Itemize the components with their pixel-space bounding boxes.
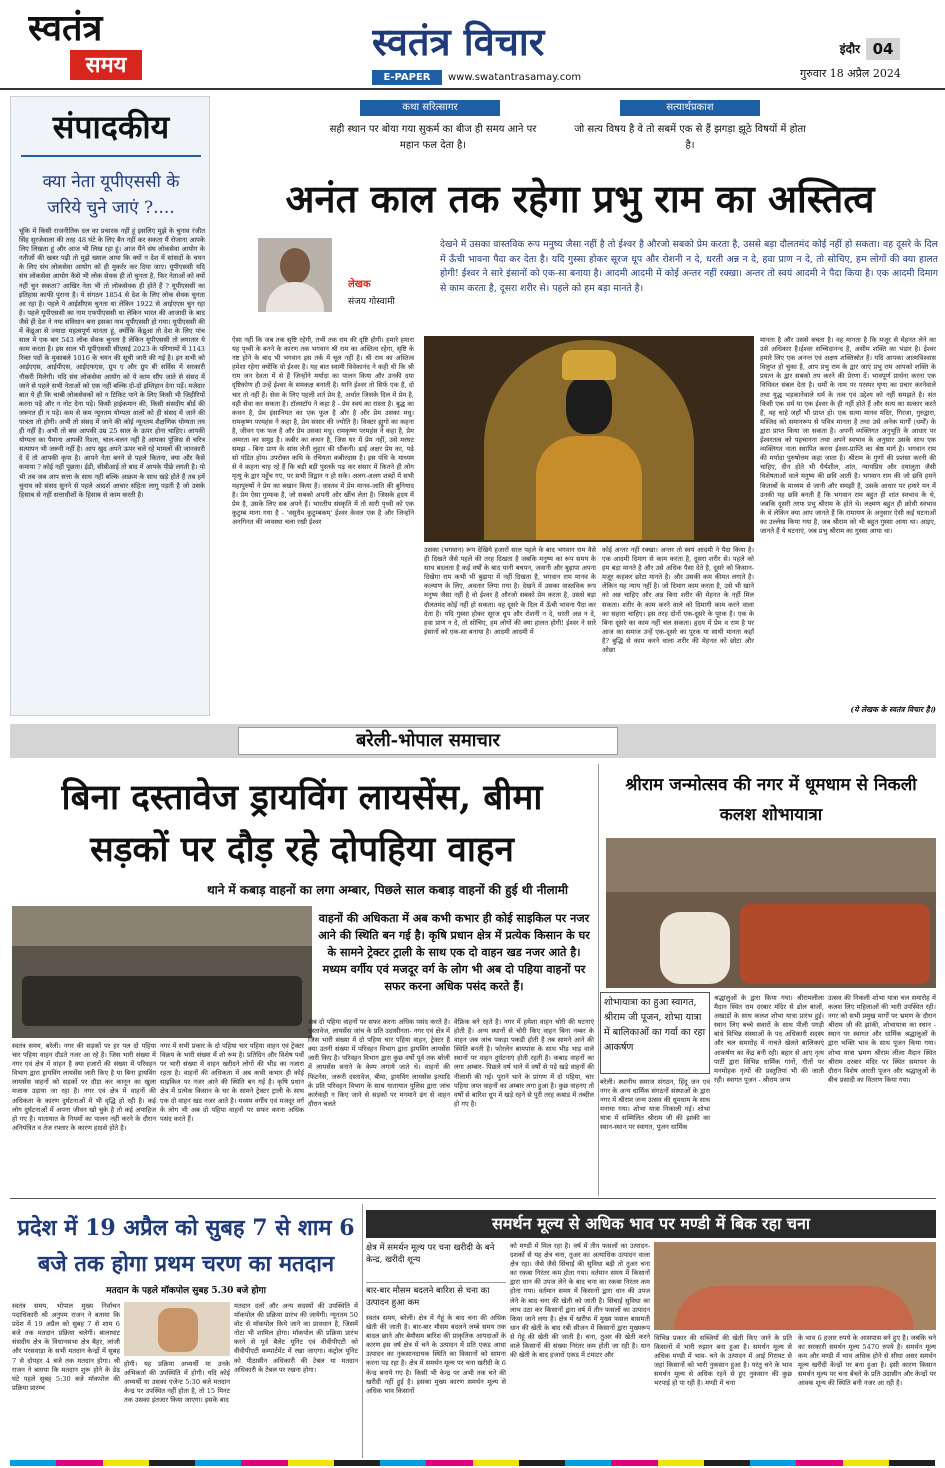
- procession-caption: शोभायात्रा का हुआ स्वागत, श्रीराम जी पूजन, शोभा यात्रा में बालिकाओं का गर्वा का रहा आकर्षण: [604, 997, 706, 1053]
- photo-crown: [562, 350, 616, 380]
- author-photo: [258, 238, 332, 312]
- photo-hand: [158, 1308, 198, 1352]
- voting-divider: [362, 1204, 363, 1458]
- mandi-headline-band: [366, 1210, 936, 1238]
- lead-col-3: कोई अन्तर नहीं रक्खा। अन्तर तो स्वयं आदमी ने पैदा किया है। एक आदमी दिमाग से काम करता है, दूसरा शरीर से। पहले को हम बड़ा मानते है और उसे अधिक पैसा देते है, दूसरे को किसान-मजूर कहकर छोटा मानते है। और उसकी कम कीमत लगाते है। लेकिन यह न्याय नहीं है। जो दिमाग काम करता है, उसे भी खाने को अन्न चाहिए और अन्न बिना शरीर की मेहनत के नहीं मिल सकता। शरीर के काम करने वाले को दिमागी काम करने वाला का सहारा चाहिए। इस तरह दोनों एक-दूसरे के पूरक है। एक के बिना दूसरे का काम नहीं चल सकता। हृदय में प्रेम व राम है पर आज का समाज उन्हें एक-दूसरे का पूरक या साथी मानता कहाँ है? बुद्धि से काम करने वाला शरीर की मेहनत को छोटा और ओछा: [602, 546, 754, 655]
- section-band-title: बरेली-भोपाल समाचार: [238, 727, 618, 755]
- lead-sign-off: (ये लेखक के स्वतंत्र विचार है।): [850, 705, 936, 714]
- logo: [28, 6, 158, 84]
- mandi-photo: [654, 1242, 936, 1330]
- registration-marks: [10, 1460, 935, 1466]
- editorial-title: क्या नेता यूपीएससी के जरिये चुने जाएं ?....: [42, 172, 180, 218]
- procession-headline: श्रीराम जन्मोत्सव की नगर में धूमधाम से निकली कलश शोभायात्रा: [625, 775, 917, 825]
- lower-divider: [10, 1198, 936, 1199]
- photo-grain-pile: [674, 1286, 914, 1330]
- city-label: इंदौर: [839, 42, 860, 56]
- quote-text-2: जो सत्य विषय है वे तो सबमें एक से हैं झगड़ा झूठे विषयों में होता है।: [574, 124, 806, 151]
- quote-label-2: सत्यार्थप्रकाश: [620, 100, 760, 116]
- quote-label-1: कथा सरित्सागर: [360, 100, 500, 116]
- license-col-2: नगर में सभी प्रकार के दो पहिया चार पहिया वाहन एवं ट्रेक्टर विक्रय के भारी संख्या में शो रूम है। प्रतिदिन और विशेष पर्वों पर भारी संख्या में वाहन खरीदने लोगों की भीड का नजारा रहता है। वाहनों की अधिकता में अब कभी कभार ही कोई साइकिल पर नजर आने की स्थिति बन गई है। कृषि प्रधान क्षेत्र में प्रत्येक किसान के घर के सामने ट्रेक्टर ट्राली के साथ एक दो वाहन खड नजर आते है। मध्यम वर्गीय एवं मजदूर वर्ग के लोग भी अब दो पहिया वाहनों पर सफर करना अधिक पसंद करते हैं।: [160, 1042, 304, 1123]
- license-subhead: थाने में कबाड़ वाहनों का लगा अम्बार, पिछले साल कबाड़ वाहनों की हुई थी नीलामी: [206, 883, 568, 897]
- voting-headline-2: बजे तक होगा प्रथम चरण का मतदान: [37, 1251, 335, 1277]
- license-col-1: स्वतंत्र समय, बरेली। नगर की सड़कों पर हर पल दो पहिया चार पहिया वाहन दौडते नजर आ रहे है। जिस भारी संख्या में नगर एवं क्षेत्र में वाहन है क्या हजारों की संख्या में परिवहन विभाग द्वारा ड्रायविंग लायसेंस जारी किए है या बिना ड्रायविंग लायसेंस वाहनों को सड़कों पर दौड़ा कर कानून का खुला मजाक उड़ाया जा रहा है। नगर एवं क्षेत्र में वाहनों की अधिकता के कारण दुर्घटनाओं में भी वृद्धि हो रही है। कई लोग दुर्घटनाओं में अपना जीवन खो चुके है तो कई अपाहिज हो गए है। यातायात के नियमों का पालन नहीं करने के दौरान अनियंत्रित व तेज रफ्तार के कारण हादसे होते है।: [12, 1042, 156, 1132]
- voting-col-3: मतदान दलों और अन्य सदस्यों की उपस्थिति में मॉकपोल की प्रक्रिया प्रारंभ की जायेगी। न्यूनतम 50 वोट से मॉकपोल किये जाने का प्रावधान है, जिसमें नोटा भी शामिल होगा। मॉकपोल की प्रक्रिया प्रारंभ करने से पूर्व बैलेट यूनिट एवं वीवीपीएटी को वीवीपीएटी कम्पार्टमेंट में रखा जाएगा। कंट्रोल यूनिट को पीठासीन अधिकारी की टेबल या मतदान अधिकारी के टेबल पर रखना होगा।: [234, 1302, 358, 1374]
- page-title: स्वतंत्र विचार: [372, 19, 545, 64]
- mandi-headline: समर्थन मूल्य से अधिक भाव पर मण्डी में बिक रहा चना: [492, 1214, 810, 1233]
- procession-col-2: श्रद्धालुओं के द्वारा किया गया। श्रीरामलीला मैदान स्थित राम दरबार मंदिर से ढोल बाजों, अखाडों के साथ कलश शोभा यात्रा प्रारंभ हुई। स्थान लिए बच्चे सवारों के साथ पीली पगड़ी बांधे विभिन्न संस्थाओं के पद अधिकारी सदस्य और चल समारोह में नाचते खेलते बालिकाएं आकर्षण का केंद्र बनी रही। बहार से आए नृत्य पार्टी द्वारा विभिन्न धार्मिक गानों, गीतों पर मनमोहक नृत्यों की प्रस्तुतियां भी की जाती रही। स्वागत पूजन - श्रीराम जन्म: [714, 994, 824, 1084]
- license-pull-quote: वाहनों की अधिकता में अब कभी कभार ही कोई साइकिल पर नजर आने की स्थिति बन गई है। कृषि प्रधान क्षेत्र में प्रत्येक किसान के घर के सामने ट्रेक्टर ट्राली के साथ एक दो वाहन खड नजर आते है। मध्यम वर्गीय एवं मजदूर वर्ग के लोग भी अब दो पहिया वाहनों पर सफर करना अधिक पसंद करते हैं।: [318, 911, 590, 993]
- website-link[interactable]: www.swatantrasamay.com: [448, 72, 582, 83]
- quote-text-1: सही स्थान पर बोया गया सुकर्म का बीज ही समय आने पर महान फल देता है।: [329, 124, 537, 151]
- issue-date: गुरुवार 18 अप्रैल 2024: [800, 67, 901, 80]
- voting-col-1: स्वतंत्र समय, भोपाल मुख्य निर्वाचन पदाधिकारी श्री अनुपम राजन ने बताया कि प्रदेश में 19 अप्रैल को सुबह 7 से शाम 6 बजे तक मतदान प्रक्रिया चलेगी। बालाघाट संसदीय क्षेत्र के विधानसभा क्षेत्र बैहर, लांजी और परसवाड़ा के सभी मतदान केन्द्रों में सुबह 7 से दोपहर 4 बजे तक मतदान होगा। श्री राजन ने बताया कि मतदान शुरू होने के डेढ़ घंटे पहले सुबह 5:30 बजे मॉकपोल की प्रक्रिया प्रारम्भ: [12, 1302, 120, 1392]
- photo-horse: [660, 912, 730, 984]
- mandi-pull-quote-b: बार-बार मौसम बदलने बारिश से चना का उत्पादन हुआ कम: [366, 1282, 506, 1310]
- lead-headline: अनंत काल तक रहेगा प्रभु राम का अस्तित्व: [285, 176, 875, 221]
- page-number-badge: 04: [866, 38, 900, 60]
- author-label: लेखक: [348, 279, 371, 290]
- editorial-heading: संपादकीय: [52, 108, 170, 146]
- photo-crowd: [740, 904, 930, 984]
- masthead: [0, 0, 945, 90]
- photo-bikes: [22, 976, 302, 1026]
- voting-subhead: मतदान के पहले मॉकपोल सुबह 5.30 बजे होगा: [106, 1286, 266, 1296]
- mandi-col-3: विभिन्न प्रकार की सब्जियों की खेती किए जाने के प्रति किसानों में भारी रुझान बना हुआ है। समर्थन मूल्य से अधिक मण्डी में भाव- चने के उत्पादन में आई गिरावट से जहां किसानों को भारी नुकसान हुआ है। परंतु चने के भाव समर्थन मूल्य से अधिक रहने से हुए नुकसान की कुछ भरपाई हो पा रही है। मण्डी में चना: [654, 1334, 792, 1388]
- scrap-vehicles-photo: [12, 906, 312, 1038]
- quote-box-1: [320, 100, 546, 160]
- epaper-badge: E-PAPER: [372, 70, 442, 85]
- license-col-4: वेफ्रिक बने रहते है। नगर में हमेशा वाहन चोरी की घटनाएं होती है। अन्य स्थानों से चोरी किए वाहन बिना नम्बर के वाहन जब जांच पकड़ा पकडी होती है तब सामने आने की स्थिति बनती है। फोरलेन बायपास के साथ भीड़ भाड़ वाले स्थानों पर वाहन दुर्घटनाएं होती रहती है। कबाड़ वाहनों का लगा अम्बार- पिछले वर्ष थाने में वर्षों से पड़े खड़े वाहनों की नीलामी की गई। पुराने थाने के प्रांगण में दो पहिया, चार पहिया जप्त वाहनों का अम्बार लगा हुआ है। कुछ वाहनए तो वर्षों से बारिश धूप में खड़े रहने से पूरी तरह कबाड में तब्दील हो गए है।: [454, 1018, 594, 1108]
- voting-col-2: होगी। यह प्रक्रिया अभ्यर्थी या उनके अभिकर्ता की उपस्थिति में होगी। यदि कोई अभ्यर्थी या उसका एजेन्ट 5:30 बजे मतदान केन्द्र पर उपस्थित नहीं होता है, तो 15 मिनट तक उसका इंतजार किया जाएगा। इसके बाद: [124, 1360, 230, 1405]
- procession-photo: [606, 838, 936, 988]
- story-divider: [598, 764, 599, 1196]
- photo-wall: [12, 906, 312, 946]
- logo-bottom: समय: [70, 50, 142, 80]
- license-col-3: अब दो पहिया वाहनों पर सफर करना अधिक पसंद करते है। दस्तावेज, लायसेंस जांच के प्रति उदासीनता- नगर एवं क्षेत्र में जिस भारी संख्या में दो पहिया चार पहिया वाहन, ट्रेक्टर है क्या उतनी संख्या में परिवहन विभाग द्वारा ड्रायविंग लायसेंस जारी किए है। परिवहन विभाग द्वारा कुछ वर्षो पूर्व तक बरेली में लायसेंस बनाने के केम्प लगाये जाते थे। वाहनों की फिटनेस, जरूरी दस्तावेज, बीमा, ड्रायविंग लायसेंस इत्यादि के प्रति परिवहन विभाग के साथ यातायात पुलिस द्वारा जांच कार्रवाही न किए जाने से सड़कों पर मनमाने ढंग से वाहन दौरान चलते: [308, 1018, 450, 1108]
- editorial-column: [10, 96, 210, 716]
- license-headline-2: सड़कों पर दौड़ रहे दोपहिया वाहन: [90, 829, 514, 870]
- procession-col-3: उत्सव की निकली शोभा यात्रा चल समारोह में कलश लिए महिलाओं की भारी उपस्थित रही। नगर को सभी प्रमुख मार्गों पर भ्रमण के दौरान श्रीराम जी की झांकी, शोभायात्रा का स्थान - स्थान पर स्वागत और धार्मिक श्रद्धालुओं के द्वारा भक्ति भाव के साथ पूजन किया गया। शोभा यात्रा भ्रमण श्रीराम लीला मैदान स्थित श्रीराम दरबार मंदिर पर स्थित समापन के दौरान विशेष आरती पूजन और श्रद्धालुओं के बीच प्रसादी का वितरण किया गया।: [828, 994, 936, 1084]
- section-band: [10, 724, 936, 758]
- logo-top: स्वतंत्र: [28, 7, 103, 49]
- voting-photo: [124, 1302, 230, 1356]
- procession-col-1: बरेली। स्थानीय समाज संगठन, हिंदू जन एवं नगर के अन्य धार्मिक संगठनों संस्थाओं के द्वारा नगर में श्रीराम जन्म उत्सव की धूमधाम के साथ मनाया गया। शोभा यात्रा निकाली गई। शोभा यात्रा में सम्मिलित श्रीराम जी की झांकी का स्थान-स्थान पर स्वागत, पूजन धार्मिक: [600, 1078, 710, 1132]
- editorial-divider: [21, 155, 201, 157]
- photo-garland: [536, 436, 642, 540]
- author-photo-shoulders: [266, 282, 324, 312]
- photo-shops: [606, 838, 936, 892]
- ram-lalla-photo: [424, 336, 754, 542]
- lead-col-1: ऐसा नहीं कि जब तक सृष्टि रहेगी, तभी तक राम की दृष्टि होगी। हमारे हमारा यह पृथ्वी के बनने के कारण तक भगवान श्री राम का अस्तित्व रहेगा, सृष्टि के नष्ट होने के बाद भी भगवान इस तर्क में चूल नहीं है। श्री राम का अस्तित्व हमेशा रहेगा क्योंकि वो ईश्वर है। यह बात स्वामी विवेकानंद ने कही थी कि श्री राम जन देवता में से हैं जिन्होंने मर्यादा का पालन किया और उनकी दया दृष्टिकोण ही उन्हें ईश्वर के समकक्ष बनाती है। यानि ईश्वर तो सिर्फ एक है, दो चार तो नहीं हैं। सेवा के लिए पहली शर्त प्रेम है, अर्थात जिसके दिल में प्रेम है, वही सेवा कर सकता है। टॉलस्टॉय ने कहा है - प्रेम स्वयं का रास्ता है। बुद्ध का कथन है, प्रेम इंसानियत का एक फूल है और है और प्रेम उसका मधु। रामकृष्ण परमहंस ने कहा है, प्रेम संसार की ज्योति है। विक्टर ह्यूगो का कहना है, जीवन एक फल है और प्रेम उसका मधु। रामकृष्ण परमहंस ने कहा है, प्रेम अमरता का समुद्र है। कबीर का कथन है, जिस घर में प्रेम नहीं, उसे मरघट समझ - बिना प्राण के सांस लेती लुहार की धौंकनी। ढाई अक्षर प्रेम का, पढ़े सो पंडित होय। उपरोक्त कथि के रचियता कबीरदास है। इस पंथि के माध्यम से ये कहना चाह रहे हैं कि बड़ी बड़ी पुस्तकें पढ़ कर संसार में कितने ही लोग मृत्यु के द्वार पहुँच गए, पर सभी विद्वान न हो सके। अलग-अलग शब्दों में सभी महापुरुषों ने प्रेम का बखान किया है। वास्तव में प्रेम मानव-जाति की बुनियाद है। प्रेम ऐसा गुम्फक है, जो सबको अपनी ओर खींच लेता है। जिसके हृदय में प्रेम है, उसके लिए सब अपने हैं। भारतीय संस्कृति में तो सारी पृथ्वी को एक कुटुम्ब माना गया है - 'वसुधैव कुटुम्बकम्' ईश्वर केवल एक है और जिन्होंने अनगिनत की व्यवस्था चला रखी ईश्वर: [232, 336, 414, 526]
- procession-caption-box: [600, 992, 710, 1074]
- author-name: संजय गोस्वामी: [348, 297, 395, 307]
- voting-headline-1: प्रदेश में 19 अप्रैल को सुबह 7 से शाम 6: [17, 1215, 355, 1241]
- quote-box-2: [574, 100, 806, 160]
- mandi-col-1: स्वतंत्र समय, बरेली। क्षेत्र में गेहूं के बाद चना की अधिक खेती की जाती है। बार-बार मौसम बदलने लम्बे समय तक बादल छाने और बेमौसम बारिश की प्राकृतिक आपदाओं के कारण इस वर्ष क्षेत्र में चने के उत्पादन में प्रति एकड़ आधा उत्पादन का नुकसानदायक स्थिति का किसानों को सामना करना पड़ रहा है। क्षेत्र में समर्थन मूल्य पर चना खरीदी के 6 केन्द्र बनाये गए है। किसी भी केन्द्र पर अभी तक चने की खरीदी नहीं हुई है। इसका मुख्य कारण समर्थन मूल्य से अधिक भाव किसानों: [366, 1314, 506, 1395]
- mandi-col-4: के भाव 6 हजार रुपये के आसपास बने हुए है। जबकि चने का सरकारी समर्थन मूल्य 5470 रुपये है। समर्थन मूल्य कम और मण्डी में भाव अधिक होने से सीधा असर समर्थन मूल्य खरीदी केन्द्रों पर बना हुआ है। इसी कारण किसान समर्थन मूल्य पर चना बेचने के प्रति उदासीन और केन्द्रों पर आवक शून्य की स्थिति बनी नजर आ रही है।: [798, 1334, 936, 1388]
- lead-col-2: उसका (भगवान) रूप देखिये हजारों साल पहले के बाद भगवान राम वैसे ही दिखते जैसे पहले की तरह दिखता है जबकि मनुष्य का रूप समय के साथ बदलता है कई वर्षों के बाद यानी बचपन, जवानी और बुढ़ापा अपना दिखेगा राम कभी भी बुढ़ापा में नहीं दिखता है, भगवान राम मानव के कल्याण के लिए, अवतार लिया गया है। देखने में उसका वास्तविक रूप मनुष्य जैसा नहीं है वो ईश्वर है औरजो सबको प्रेम करता है, उससे बड़ा दौलतमंद कोई नहीं हो सकता। वह दूसरे के दिल में ऊँची भावना पैदा कर देता है। यदि गुस्सा होकर सूरज धूप और रोशनी न दे, धरती अन्न न दे, हवा प्राण न दे, तो सोचिए, हम लोगों की क्या हालत होगी! ईश्वर ने सारे इंसानों को एक-सा बनाया है। आदमी आदमी में: [424, 546, 596, 636]
- mandi-col-2: को मण्डी में मिल रहा है। वर्ष में तीन फसलों का उत्पादन- दशकों से यह क्षेत्र चना, तुअर का अत्याधिक उत्पादन वाला क्षेत्र रहा। जैसे जैसे सिंचाई की सुविधा बढ़ी तो तुअर चना का रकबा निरंतर कम होता गया। वर्तमान समय में किसानों द्वारा धान की उपज लेने के बाद चना का रकबा निरंतर कम होता गया। वर्तमान समय में किसानों द्वारा धान की उपज लेने के बाद चना की खेती को जाती है। सिंचाई सुविधा का लाभ उठा कर किसानों द्वारा वर्ष में तीन फसलों का उत्पादन किया जाने लगा है। क्षेत्र में खरीफ में मुख्य फसल बासमती धान की खेती के बाद रबी सीजन में किसानों द्वारा मुख्यरूप से गेहूं की खेती की जाती है। चना, तुअर की खेती करने वाले किसानों की संख्या निरंतर कम होती जा रही है। धान की खेती के बाद हजारों एकड में टमाटर और: [510, 1242, 650, 1360]
- lead-intro: देखने में उसका वास्तविक रूप मनुष्य जैसा नहीं है तो ईश्वर है औरजो सबको प्रेम करता है, उससे बड़ा दौलतमंद कोई नहीं हो सकता। वह दूसरे के दिल में ऊँची भावना पैदा कर देता है। यदि गुस्सा होकर सूरज धूप और रोशनी न दे, धरती अन्न न दे, हवा प्राण न दे, तो सोचिए, हम लोगों की क्या हालत होगी! ईश्वर ने सारे इंसानों को एक-सा बनाया है। आदमी आदमी में कोई अन्तर नहीं रक्खा। अन्तर तो स्वयं आदमी ने पैदा किया है। एक आदमी दिमाग से काम करता है, दूसरा शरीर से। पहले को हम बड़ा मानते है।: [440, 239, 938, 294]
- license-headline-1: बिना दस्तावेज ड्रायविंग लायसेंस, बीमा: [61, 777, 543, 818]
- lead-col-4: मानता है और उससे बचता है। वह मानता है कि मजूर से मेहनत लेने का उसे अधिकार है।ईश्वर सच्चिदानन्द है, असीम शक्ति का भंडार है। ईश्वर हमारे लिए एक अनन्त एवं अक्षय शक्तिस्रोत है। यदि आपका आत्मविश्वास विलुप्त हो चुका है, आप प्रभु राम के द्वार जाएं प्रभु राम आपको शक्ति के प्रयत्न के द्वार सबको तप करने की प्रेरणा दें। भावपूर्ण प्रार्थना करना एक विधिवत संबल देता है। धर्मों के नाम पर परस्पर घृणा का प्रचार करनेवाले तथा युद्ध भड़कानेवाले धर्म के तत्व एवं उद्देश्य को नहीं समझते है। संत किसी एक धर्म या एक ईश्वर के ही नहीं होते हैं और सत्य का सत्कार करते हैं, वह चाहे जहाँ भी प्राप्त हो। एक सत्या मानव मंदिर, गिरजा, गुरुद्वारा, मस्जिद को समानरूप से पवित्र मानता है तथा उसे अनेक मार्गों (धर्मों) के द्वारा प्राप्त किया जा सकता है। अपनी व्यक्तिगत अनुभूति के आधार पर ईश्वरतत्व को पहचानना तथा अपने स्वभाव के अनुसार उसके साथ एक व्यक्तिगत नाता स्थापित करना ईश्वर-प्राप्ति का श्रेष्ठ मार्ग है। भगवान राम की मर्यादा पुरुषोत्तम कहा जाता है। श्रीराम के गुणों की प्रशंसा करनी की चाहिए, दीन होते भी धैर्यशील, शांत, न्यायप्रिय और दयालुता जैसी विशेषताओं वाले मनुष्य की छवि आती है। भगवान राम की जो छवि हमने किताबों के माध्यम से जानी और समझी है, उसके आधार पर हमारे मन में उनकी यह छवि बनती है कि भगवान राम बहुत ही शांत स्वभाव के थे, जबकि दूसरी तरफ प्रभु श्रीराम के होते थे। लक्ष्मण बहुत ही क्रोधी स्वभाव के थे लेकिन क्या आप जानते हैं कि रामायण के अनुसार ऐसी कई घटनाओं का उल्लेख किया गया है, जब श्रीराम को भी बहुत गुस्सा आया था। आइए, जानते हैं ये घटनाएं, जब प्रभु श्रीराम का गुस्सा आया था।: [760, 336, 936, 535]
- photo-idol-face: [566, 376, 612, 434]
- mandi-pull-quote-a: क्षेत्र में समर्थन मूल्य पर चना खरीदी के बने केन्द्र, खरीदी शून्य: [366, 1243, 495, 1265]
- author-photo-head: [280, 248, 310, 284]
- editorial-body: चूंकि में किसी राजनीतिक दल का प्रचारक नहीं हूं इसलिए मुझे के चुनाव रंजीत सिंह सुरजेवाला की तरह 48 घंटे के लिए बैन नहीं कर सकता मैं रोजाना आपके लिए लिखता हूं और आज भी लिख रहा हूं। आज मैंने संघ लोकसेवा आयोग के नतीजों की खबर पढ़ी तो मुझे ख्याल आया कि क्यों न देश में सांसदों के चयन के लिए संघ लोकसेवा आयोग को ही मुकर्रर कर दिया जाए। यूपीएससी यदि संघ लोकसेवा आयोग कैसे भी लोक सेवक ही तो चुनता है, फिर नेताओं को क्यों नहीं चुन सकता? आखिर नेता भी तो लोकसेवक ही होते हैं ? यूपीएससी का इतिहास काफी पुराना है। ये संगठन 1854 से देश के लिए लोक सेवक चुनता आ रहा है। पहले ये आईसीएस चुनता था लेकिन 1922 से आईएएस चुन रहा है। पहले यूपीएससी का नाम एफपीएससी था लेकिन भारत की आजादी के बाद जैसे ही देश ने नया संविधान बना इसका नाम यूपीएससी हो गया। यूपीएससी की में केंद्रुआ से ज्यादा महत्वपूर्ण मानता हूं, क्योंकि केंद्रुआ तो देश के लिए पांच साल में एक बार 543 लोक सेवक चुनता है लेकिन यूपीएससी तो लगातार ये काम करता है। इस साल भी यूपीएससी सीएसई 2023 के परिणामों में 1143 रिक्त पदों के मुकाबले 1016 के चयन की सूची जारी की गई है। इन सभी को आईएएस, आईपीएस, आईएफएस, ग्रुप ए और ग्रुप बी सर्विस में सरकारी नौकरी मिलेगी। यदि संघ लोकसेवा आयोग को ये काम सौंप जाते से संसद में जाने से पहले सभी नेताओं को एक नहीं बल्कि दो-दो इम्तिहान देना पड़ें। मजेदार बात ये ही कि चाबी लोकसेवकों को न टिकिट पाने के लिए किसी भी जिहीरियों करना पड़े और न नोट देना पड़े। किसी हाईकमान की, किसी संसदीय बोर्ड की जरूरत ही न पड़े। कम से कम न्यूनतम योग्यता वालों को ही संसद में जाने की पात्रता तो होगी। अभी तो संसद में जाने की कोई न्यूनतम शैक्षणिक योग्यता तय ही नहीं है। अभी तो बस आपकी उम्र 25 साल के ऊपर होना चाहिए। आपकी योग्यता का पैमाना आपकी रिश्ता, चाल-चलन नहीं है आपका पूंजिस से चरित्र सत्यापन भी जरूरी नहीं है। आप खुद अपने ऊपर चले रहे मामलों की जानकारी दे दें तो आपकी कृपा है। आपने नेता बनने से पहले कितना, क्या और कैसे कमाया ? कोई नहीं पूछता। ईडी, सीबीआई तो बाद में आपके पीछे लगती है। यो भी तब जब आप सत्ता के साथ नहीं बल्कि आक्रम के साथ खड़े होते हैं तब हमें चुनाव को संसद सुनने से पहले आदर्श आचार संहिता लागू पड़ती है जो उसके हिसाब से नहीं सत्ताधीशों के हिसाब से काम करती है।: [19, 227, 205, 499]
